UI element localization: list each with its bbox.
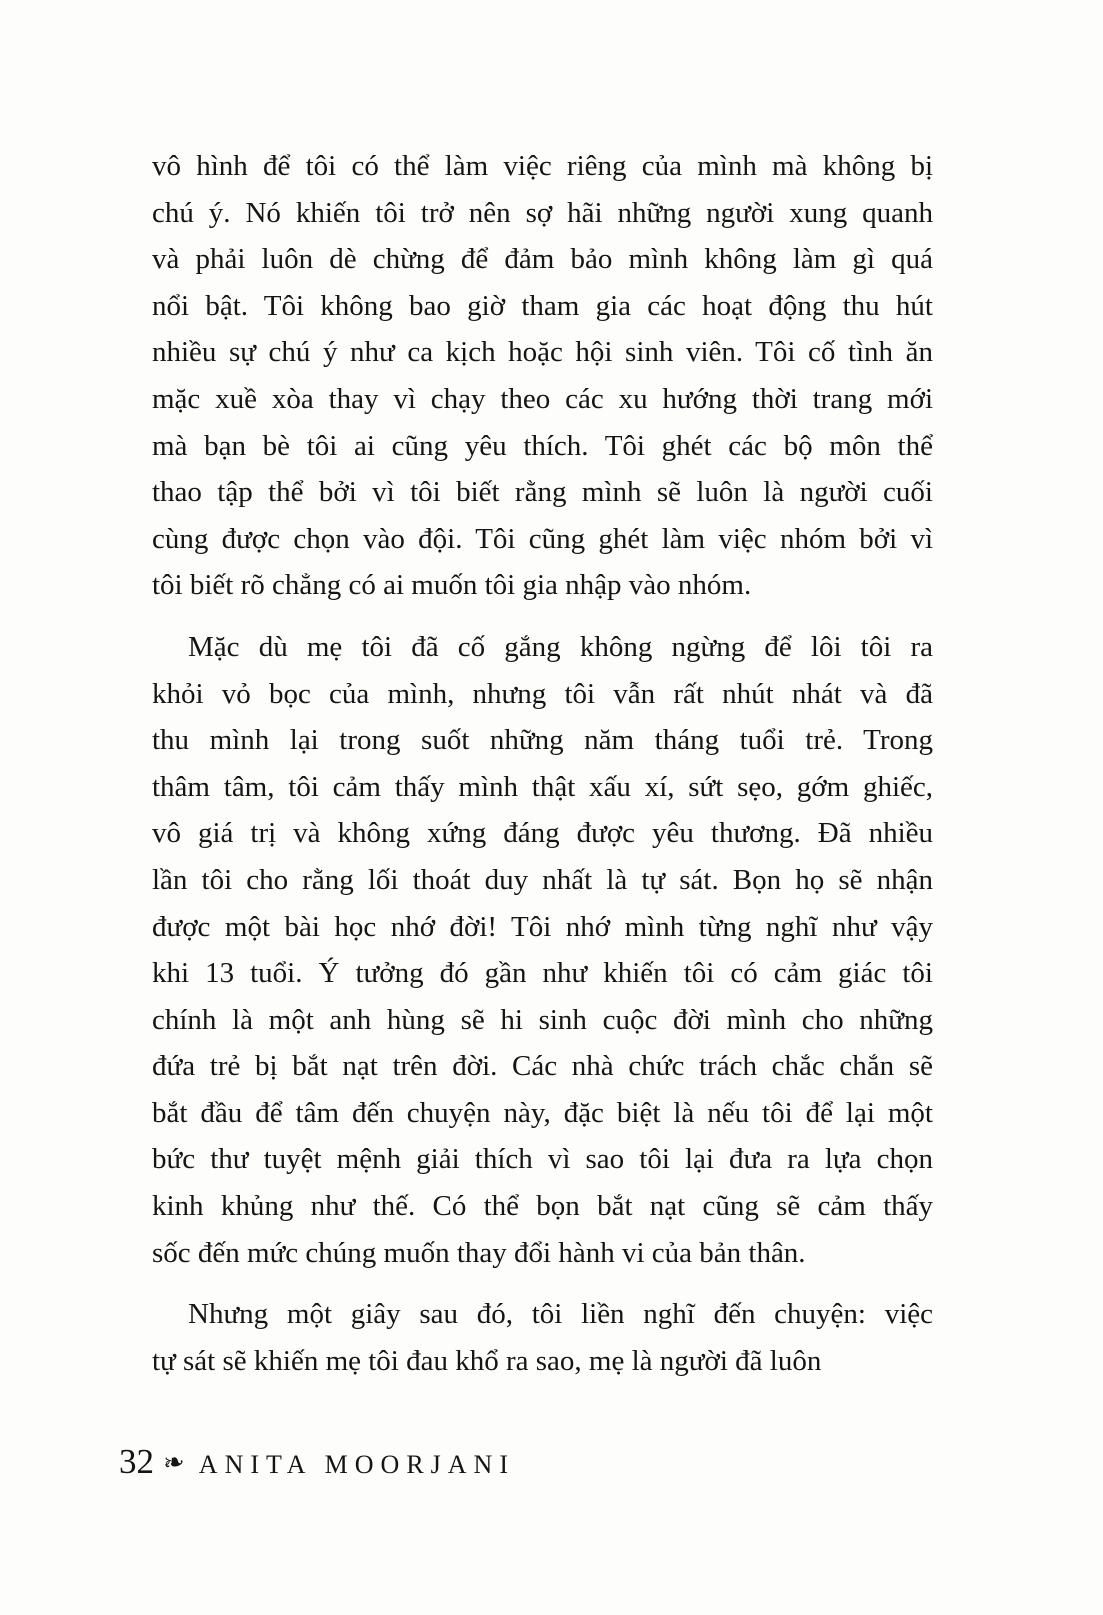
text-line: thâm tâm, tôi cảm thấy mình thật xấu xí, sứt sẹo, gớm ghiếc, bbox=[152, 770, 933, 803]
paragraph bbox=[152, 624, 933, 1276]
text-line: đứa trẻ bị bắt nạt trên đời. Các nhà chức trách chắc chắn sẽ bbox=[152, 1050, 933, 1083]
text-line: và phải luôn dè chừng để đảm bảo mình không làm gì quá bbox=[152, 243, 933, 276]
text-line: chính là một anh hùng sẽ hi sinh cuộc đời mình cho những bbox=[152, 1003, 933, 1036]
text-line: Nhưng một giây sau đó, tôi liền nghĩ đến chuyện: việc bbox=[188, 1298, 933, 1331]
book-author: ANITA MOORJANI bbox=[198, 1450, 515, 1479]
text-line: bắt đầu để tâm đến chuyện này, đặc biệt là nếu tôi để lại một bbox=[152, 1096, 933, 1129]
text-line: mặc xuề xòa thay vì chạy theo các xu hướng thời trang mới bbox=[152, 382, 933, 415]
text-line: thu mình lại trong suốt những năm tháng tuổi trẻ. Trong bbox=[152, 724, 933, 757]
text-line: kinh khủng như thế. Có thể bọn bắt nạt cũng sẽ cảm thấy bbox=[152, 1190, 933, 1223]
fleuron-ornament-icon: ❧ bbox=[161, 1446, 187, 1480]
text-line: nổi bật. Tôi không bao giờ tham gia các hoạt động thu hút bbox=[152, 289, 933, 322]
paragraph bbox=[152, 143, 933, 609]
paragraph bbox=[152, 1291, 933, 1384]
text-line: khi 13 tuổi. Ý tưởng đó gần như khiến tôi có cảm giác tôi bbox=[152, 957, 933, 990]
text-line: khỏi vỏ bọc của mình, nhưng tôi vẫn rất nhút nhát và đã bbox=[152, 677, 933, 710]
page-number: 32 bbox=[119, 1442, 154, 1481]
text-line: mà bạn bè tôi ai cũng yêu thích. Tôi ghét các bộ môn thể bbox=[152, 429, 933, 462]
text-line: thao tập thể bởi vì tôi biết rằng mình sẽ luôn là người cuối bbox=[152, 476, 933, 509]
text-line: Mặc dù mẹ tôi đã cố gắng không ngừng để lôi tôi ra bbox=[188, 630, 933, 663]
text-line: chú ý. Nó khiến tôi trở nên sợ hãi những người xung quanh bbox=[152, 196, 933, 229]
body-text bbox=[152, 143, 933, 1384]
text-line: tôi biết rõ chẳng có ai muốn tôi gia nhập vào nhóm. bbox=[152, 569, 752, 602]
page-footer bbox=[119, 1440, 515, 1484]
text-line: bức thư tuyệt mệnh giải thích vì sao tôi lại đưa ra lựa chọn bbox=[152, 1143, 933, 1176]
text-line: vô giá trị và không xứng đáng được yêu thương. Đã nhiều bbox=[152, 817, 933, 850]
text-line: cùng được chọn vào đội. Tôi cũng ghét làm việc nhóm bởi vì bbox=[152, 522, 933, 555]
text-line: lần tôi cho rằng lối thoát duy nhất là tự sát. Bọn họ sẽ nhận bbox=[152, 863, 933, 896]
text-line: tự sát sẽ khiến mẹ tôi đau khổ ra sao, mẹ là người đã luôn bbox=[152, 1344, 822, 1377]
text-line: được một bài học nhớ đời! Tôi nhớ mình từng nghĩ như vậy bbox=[152, 910, 933, 943]
text-line: nhiều sự chú ý như ca kịch hoặc hội sinh viên. Tôi cố tình ăn bbox=[152, 336, 933, 369]
text-line: sốc đến mức chúng muốn thay đổi hành vi của bản thân. bbox=[152, 1236, 806, 1269]
text-line: vô hình để tôi có thể làm việc riêng của mình mà không bị bbox=[152, 150, 933, 182]
